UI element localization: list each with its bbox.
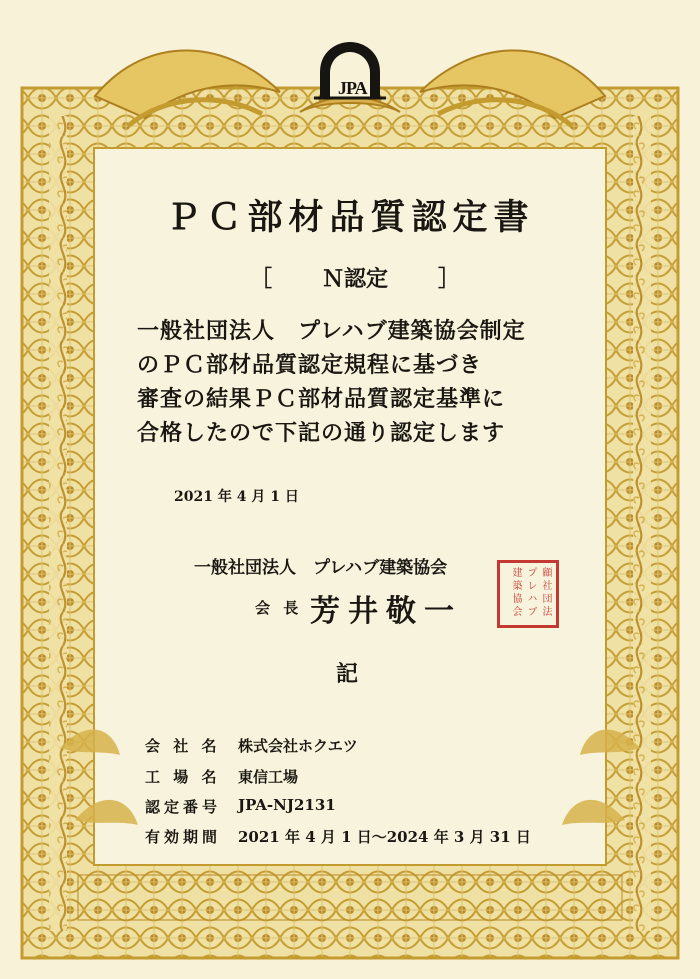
- left-bracket: ［: [250, 266, 273, 292]
- seal-text-1: 顧: [540, 567, 551, 577]
- seal-text-8: ブ: [525, 606, 536, 616]
- president-name: 芳井敬一: [310, 594, 462, 629]
- seal-text-11: 協: [510, 593, 521, 603]
- statement-line-3: 審査の結果ＰＣ部材品質認定基準に: [137, 386, 506, 412]
- certification-type: [250, 262, 460, 292]
- issue-date: 2021 年 4 月 1 日: [174, 489, 299, 505]
- validity-label: 有効期間: [145, 828, 222, 846]
- cert-number-value: JPA-NJ2131: [238, 796, 336, 814]
- seal-text-6: レ: [525, 580, 536, 590]
- seal-text-10: 築: [510, 580, 521, 590]
- factory-label: 工 場 名: [145, 768, 221, 786]
- seal-text-7: ハ: [525, 593, 536, 603]
- seal-text-3: 団: [540, 593, 551, 603]
- statement-line-1: 一般社団法人 プレハブ建築協会制定: [137, 318, 526, 344]
- president-label: 会 長: [255, 599, 303, 617]
- statement-line-4: 合格したので下記の通り認定します: [137, 420, 506, 446]
- statement-line-2: のＰＣ部材品質認定規程に基づき: [137, 352, 483, 378]
- company-label: 会 社 名: [145, 737, 221, 755]
- seal-text-9: 建: [510, 567, 521, 577]
- cert-number-label: 認定番号: [145, 798, 222, 816]
- seal-text-5: プ: [525, 567, 536, 577]
- red-seal-stamp: [497, 560, 559, 628]
- certification-statement: [137, 314, 567, 450]
- certificate-title: ＰＣ部材品質認定書: [165, 197, 535, 238]
- validity-value: 2021 年 4 月 1 日〜2024 年 3 月 31 日: [238, 828, 531, 846]
- company-value: 株式会社ホクエツ: [238, 737, 358, 755]
- seal-text-12: 会: [510, 606, 521, 616]
- jpa-logo-text: JPA: [338, 78, 367, 98]
- issuer-organization: 一般社団法人 プレハブ建築協会: [194, 558, 448, 578]
- seal-text-2: 社: [540, 580, 551, 590]
- seal-text-4: 法: [540, 606, 551, 616]
- certification-type-label: Ｎ認定: [321, 266, 388, 292]
- right-bracket: ］: [437, 266, 460, 292]
- factory-value: 東信工場: [238, 768, 299, 786]
- notation-mark: 記: [336, 661, 359, 687]
